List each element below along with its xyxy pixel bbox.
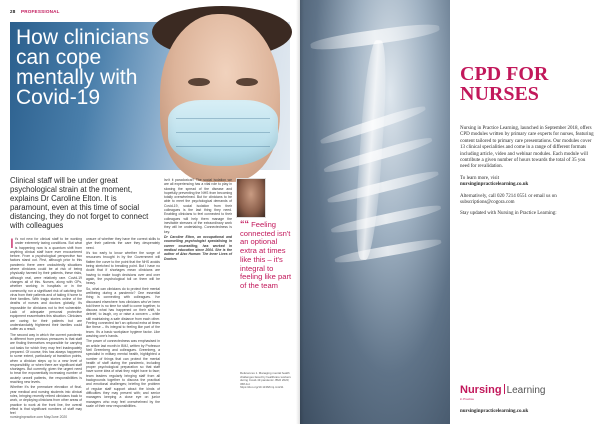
spine-gutter [296,0,304,424]
xray-bone [334,237,442,266]
hero-eye-left [188,78,210,86]
logo-in-practice: in Practice [460,397,475,401]
paragraph: It's too early to know whether the surge of resources brought in by the Government will flatten the curve to the point that the NHS avoids being stretched to breaking point. But I have no doubt that if shortages mean clinicians are having to make tough decisions over and over again, the psychological toll on them will be heavy. [86,251,160,286]
page-header [10,9,60,14]
quote-mark-icon: ““ [240,219,249,229]
drop-cap: I [10,235,14,251]
article-column-2 [86,237,160,413]
paragraph [10,237,82,332]
page-number: 28 [10,9,16,14]
hero-eye-right [236,78,258,86]
pull-quote [240,220,294,291]
cpd-title: CPD FOR NURSES [460,63,549,105]
cpd-paragraph [460,176,594,189]
article-column-3 [164,178,232,413]
paragraph: unsure of whether they have the correct skills to give their patients the care they desperately need. [86,237,160,250]
author-bio: Dr Caroline Elton, an occupational and counselling psychologist specialising in career counselling, has worked in medical education since 2004. She is the author of Also Human: The Inner Lives of Doctors [164,235,232,261]
page-footer: nursinginpractice.com May/June 2020 [10,415,68,419]
nursing-in-practice-learning-logo [460,380,590,401]
xray-bone [326,168,439,205]
logo-divider [504,384,505,394]
paragraph: The power of connectedness was emphasised in an article last month in BMJ, written by Professor Neil Greenberg and colleagues. Greenberg, a specialist in military mental health, highlighted a number of things that can protect the mental health of staff during the pandemic, including proper psychological preparation so that staff have some idea of what they might have to face; team leaders regularly bringing staff from all backgrounds together to discuss the practical and emotional challenges; briefing the problem of regular staff support about the kinds of difficulties they may present with; and senior managers keeping a close eye on junior managers who may feel overwhelmed by the scale of their new responsibilities. [86,339,160,408]
paragraph: The second way in which the current pandemic is different from previous pressures is that staff are finding themselves responsible for carrying out tasks for which they may feel inadequately prepared. Of course, this has always happened to some extent, particularly at transition points, when a clinician steps up to a new level of responsibility, or when there are significant staff shortages. But currently, given the urgent need to treat the exponentially increasing number of acutely unwell patients, the responsibilities is reaching new levels. [10,332,82,384]
cpd-paragraph: Stay updated with Nursing in Practice Learning: [460,211,557,217]
hero-image [10,22,290,170]
mask-fold [176,146,270,147]
cpd-advert [450,0,600,424]
pull-quote-text: Feeling connected isn't an optional extra at times like this – it's integral to feeling like part of the team [240,220,292,290]
right-page [300,0,600,424]
cpd-url-link[interactable]: nursinginpracticelearning.co.uk [460,409,529,414]
article-headline: How clinicians can cope mentally with Covid-19 [16,26,150,109]
article-column-1 [10,235,82,416]
cpd-paragraph: Alternatively, call 020 7214 0551 or email us on subscriptions@cogora.com [460,193,557,206]
article-standfirst: Clinical staff will be under great psychological strain at the moment, explains Dr Caroline Elton. It is paramount, even at this time of social distancing, they do not forget to connect with colleagues [10,176,149,230]
cpd-body [460,126,594,223]
logo-learning: Learning [506,385,546,396]
xray-bone [330,202,442,235]
author-photo [236,178,266,218]
references: References 1. Managing mental health challenges faced by healthcare workers during Covid-19 pandemic. BMJ 2020; 368 doi: https://doi.org/10.1136/bmj.m1211 [240,371,291,390]
mask-fold [176,132,270,133]
cpd-visit-text: To learn more, visit [460,175,500,181]
paragraph: Isn't it paradoxical? The social isolation we are all experiencing has a vital role to play in slowing the spread of the disease and hopefully preventing the NHS from becoming totally overwhelmed. But for clinicians to be able to meet the psychological demands of Covid-19, social isolation from their colleagues is the last thing they need. Enabling clinicians to feel connected to their colleagues will help them manage the inevitable stresses of the extraordinary work they will be undertaking. Connectedness is key. [164,178,232,234]
mask-fold [176,118,270,119]
section-label: PROFESSIONAL [21,9,60,14]
logo-nursing: Nursing [460,384,502,396]
paragraph: So, what can clinicians do to protect their mental wellbeing during a pandemic? One essential thing is connecting with colleagues. I've discussed elsewhere how clinicians who've been told there is no time for staff to come together, to discuss what has happened on their shift, to debrief, to laugh, cry or raise a concern – while still maintaining a safe distance from each other. Feeling connected isn't an optional extra at times like these – it's integral to feeling like part of the team. It's a basic workplace hygiene factor. Like washing one's hands. [86,286,160,338]
paragraph-text: t's not new for clinical staff to be working under extremely taxing conditions. But what is happening now is a quantum shift from anything clinical staff have ever encountered before. From a psychological perspective two factors stand out. First, although prior to this pandemic there were undoubtedly situations where clinicians could be at risk of being physically harmed by their patients, these risks, although real, were relatively rare. Covid-19 changes all of this. Nurses, along with GPs, whether working in hospitals or in the community, run a significant risk of catching the virus from their patients and of taking it home to their families. With tragic stories online of the deaths of nurses and doctors globally, it's impossible for clinicians not to feel vulnerable. Lack of adequate personal protective equipment exacerbates this situation. Clinicians are caring for their patients but are understandably frightened their families could suffer as a result. [10,237,82,332]
cpd-paragraph: Nursing in Practice Learning, launched in September 2018, offers CPD modules written by primary care experts for nurses, featuring content tailored to primary care presentations. Our modules cover 13 clinical specialities and come in a range of different formats including article, video and webinar modules. Each module will contribute a given number of hours towards the total of 35 you need for revalidation. [460,126,594,170]
cpd-visit-link[interactable]: nursinginpracticelearning.co.uk [460,182,529,188]
paragraph: Whether it's the premature elevation of final-year medical and nursing students into clinical roles, bringing recently retired clinicians back to work, or deploying clinicians from other areas of practice to work at the front line, the overall effect is that significant numbers of staff may feel [10,385,82,416]
hero-face-mask [168,100,278,166]
xray-image [300,0,450,424]
